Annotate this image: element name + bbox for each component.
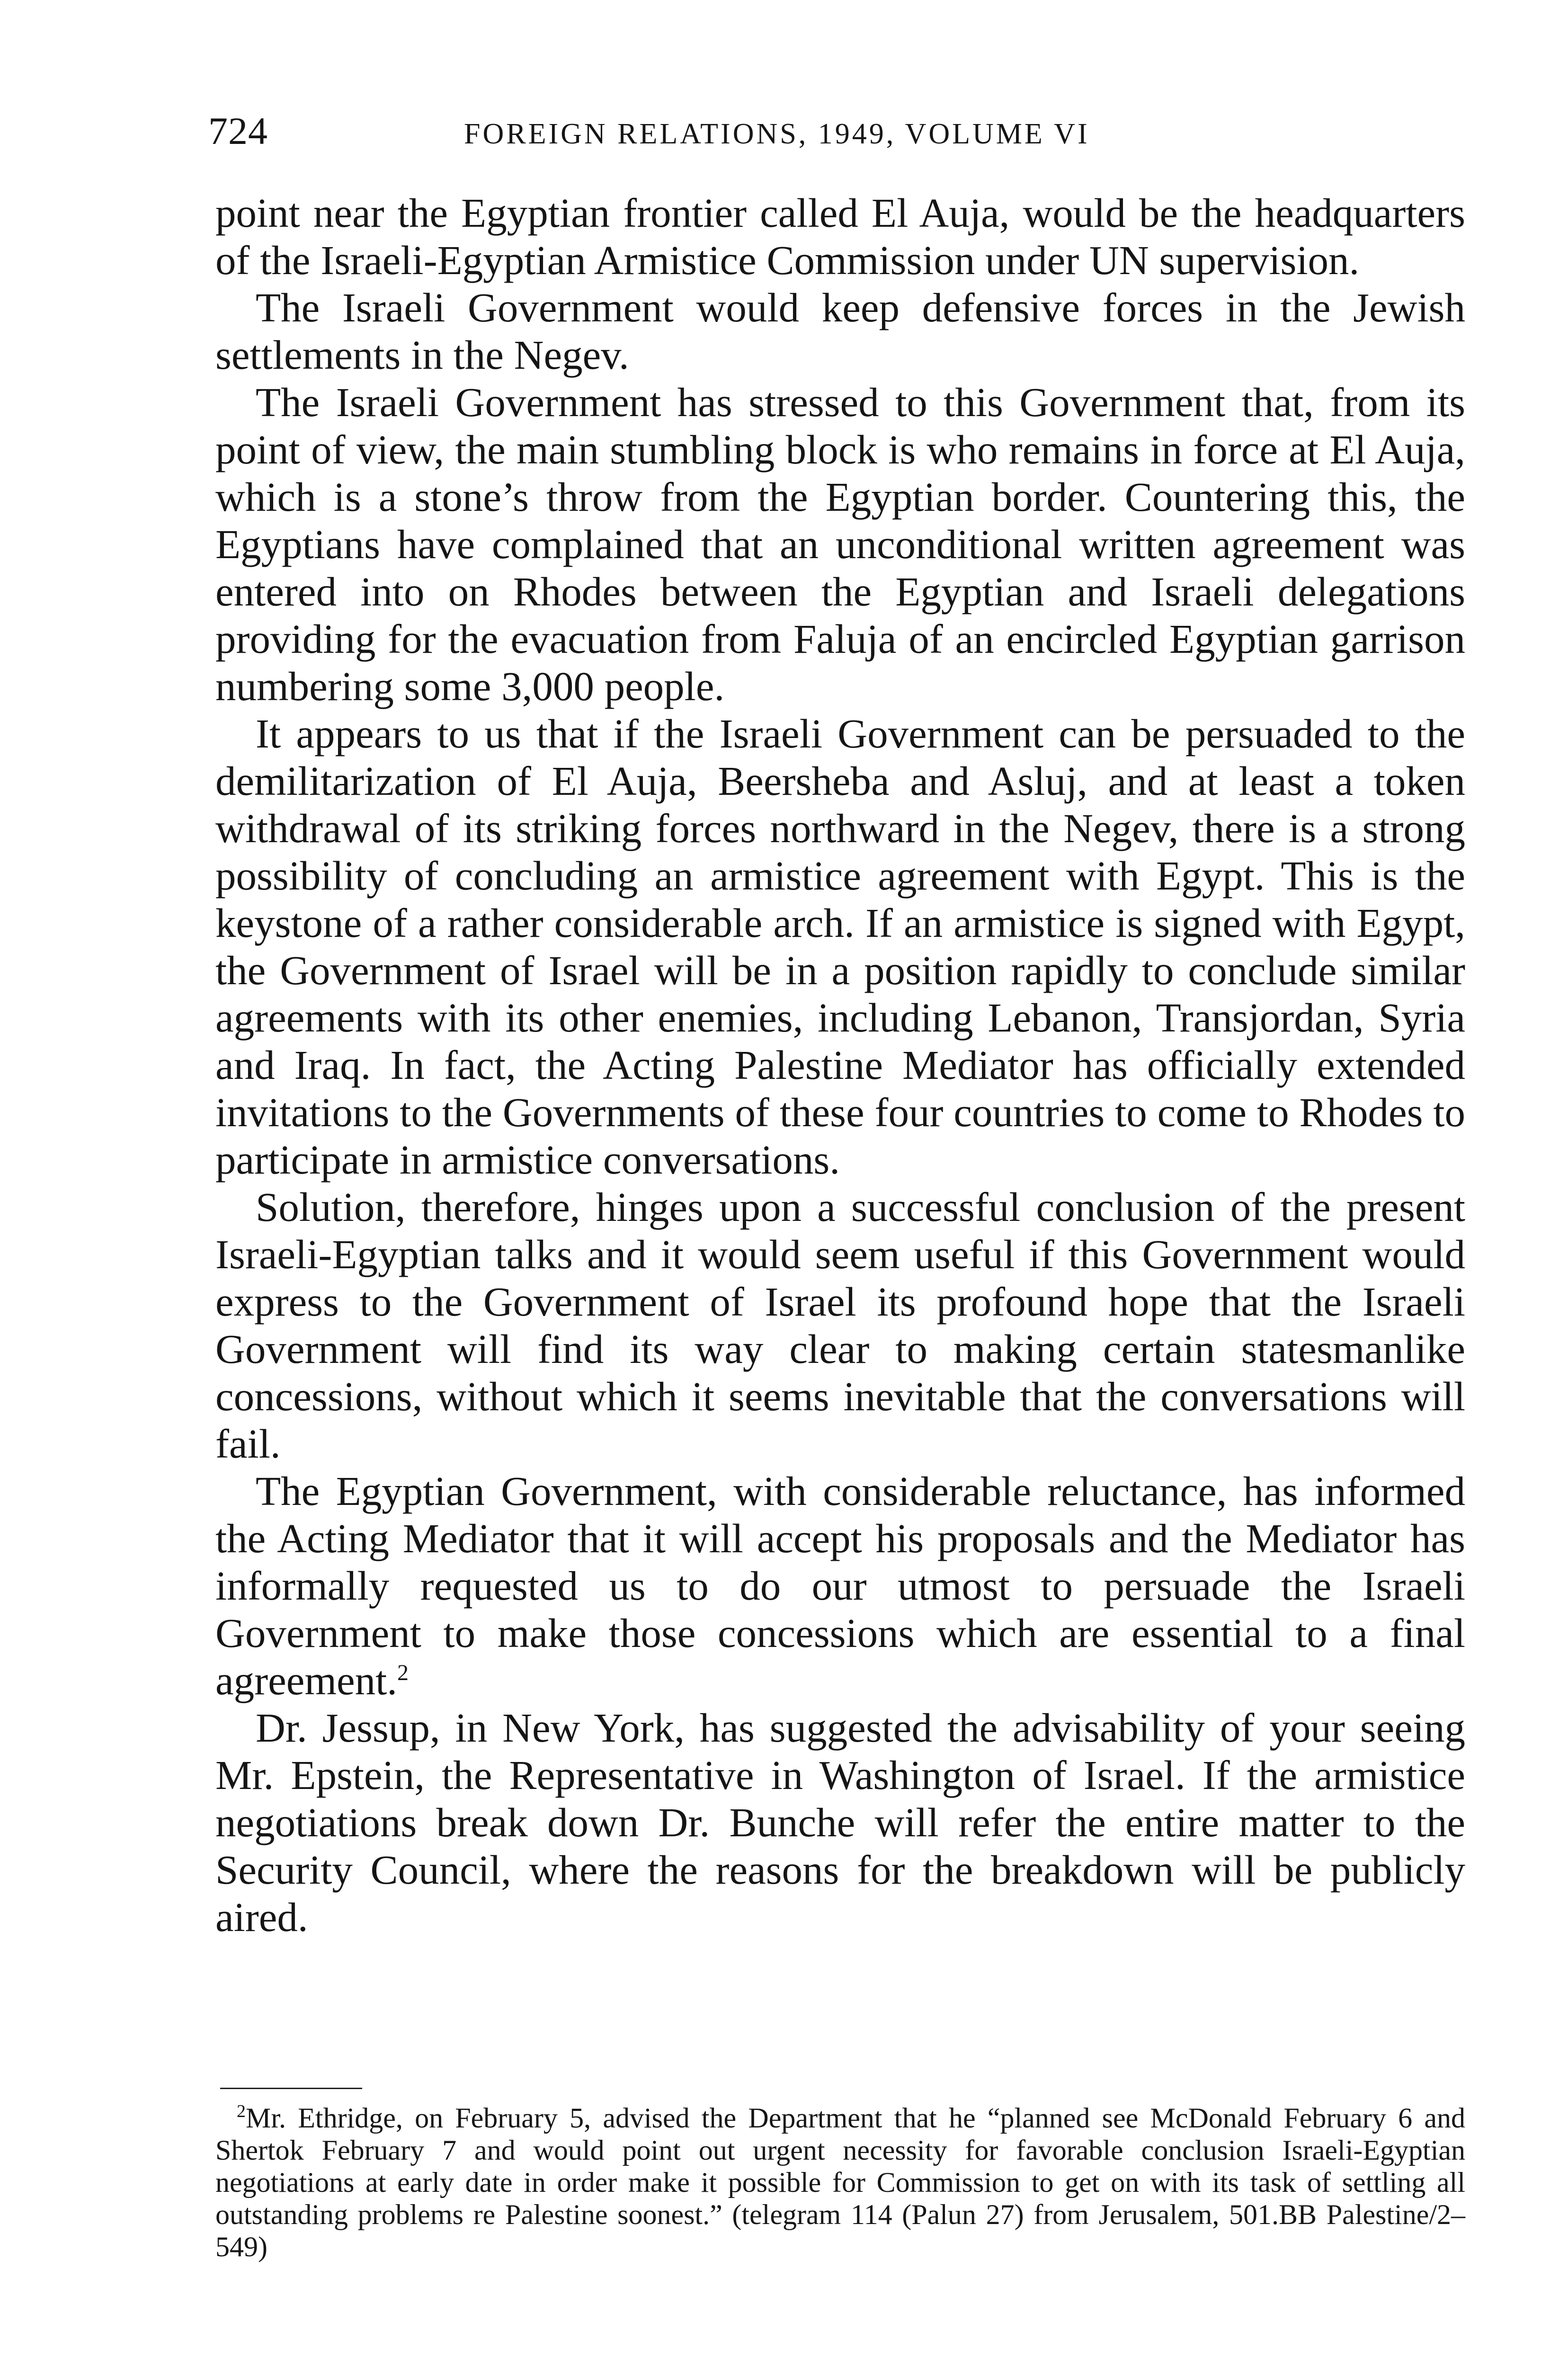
page-number: 724 xyxy=(208,109,268,152)
paragraph: The Israeli Government would keep defensive forces in the Jewish settlements in the Negev. xyxy=(215,285,1465,378)
footnote-marker: 2 xyxy=(237,2101,246,2121)
document-body xyxy=(215,189,1465,1941)
running-title: FOREIGN RELATIONS, 1949, VOLUME VI xyxy=(464,118,1090,150)
page-header xyxy=(208,104,1468,156)
footnote-divider xyxy=(220,2088,362,2089)
paragraph: It appears to us that if the Israeli Government can be persuaded to the demilitarization of El Auja, Beersheba and Asluj, and at least a token withdrawal of its striking forces northward in the Negev, there is a strong possibility of concluding an armistice agreement with Egypt. This is the keystone of a rather considerable arch. If an armistice is signed with Egypt, the Government of Israel will be in a position rapidly to conclude similar agreements with its other enemies, including Lebanon, Transjordan, Syria and Iraq. In fact, the Acting Palestine Mediator has officially extended invitations to the Governments of these four countries to come to Rhodes to participate in armistice conversations. xyxy=(215,711,1465,1183)
paragraph: Dr. Jessup, in New York, has suggested the advisability of your seeing Mr. Epstein, the Representative in Washington of Israel. If the armistice negotiations break down Dr. Bunche will refer the entire matter to the Security Council, where the reasons for the breakdown will be publicly aired. xyxy=(215,1705,1465,1940)
paragraph: The Israeli Government has stressed to this Government that, from its point of view, the main stumbling block is who remains in force at El Auja, which is a stone’s throw from the Egyptian border. Countering this, the Egyptians have complained that an unconditional written agreement was entered into on Rhodes between the Egyptian and Israeli delegations providing for the evacuation from Faluja of an encircled Egyptian garrison numbering some 3,000 people. xyxy=(215,379,1465,709)
footnote xyxy=(215,2102,1465,2263)
paragraph-continued: point near the Egyptian frontier called El Auja, would be the headquarters of the Israeli-Egyptian Armistice Commission under UN supervision. xyxy=(215,190,1465,283)
footnote-text: Mr. Ethridge, on February 5, advised the Department that he “planned see McDonald February 6 and Shertok February 7 and would point out urgent necessity for favorable conclusion Israeli-Egyptian negotiations at early date in order make it possible for Commission to get on with its task of settling all outstanding problems re Palestine soonest.” (telegram 114 (Palun 27) from Jerusalem, 501.BB Palestine/2–549) xyxy=(215,2102,1465,2262)
footnote-reference: 2 xyxy=(397,1660,409,1685)
paragraph-text: The Egyptian Government, with considerable reluctance, has informed the Acting Mediator that it will accept his proposals and the Mediator has informally requested us to do our utmost to persuade the Israeli Government to make those concessions which are essential to a final agreement. xyxy=(215,1468,1465,1703)
paragraph-with-footnote xyxy=(215,1468,1465,1704)
footnotes-section xyxy=(215,2102,1465,2263)
paragraph: Solution, therefore, hinges upon a successful conclusion of the present Israeli-Egyptian talks and it would seem useful if this Government would express to the Government of Israel its profound hope that the Israeli Government will find its way clear to making certain statesmanlike concessions, without which it seems inevitable that the conversations will fail. xyxy=(215,1184,1465,1467)
